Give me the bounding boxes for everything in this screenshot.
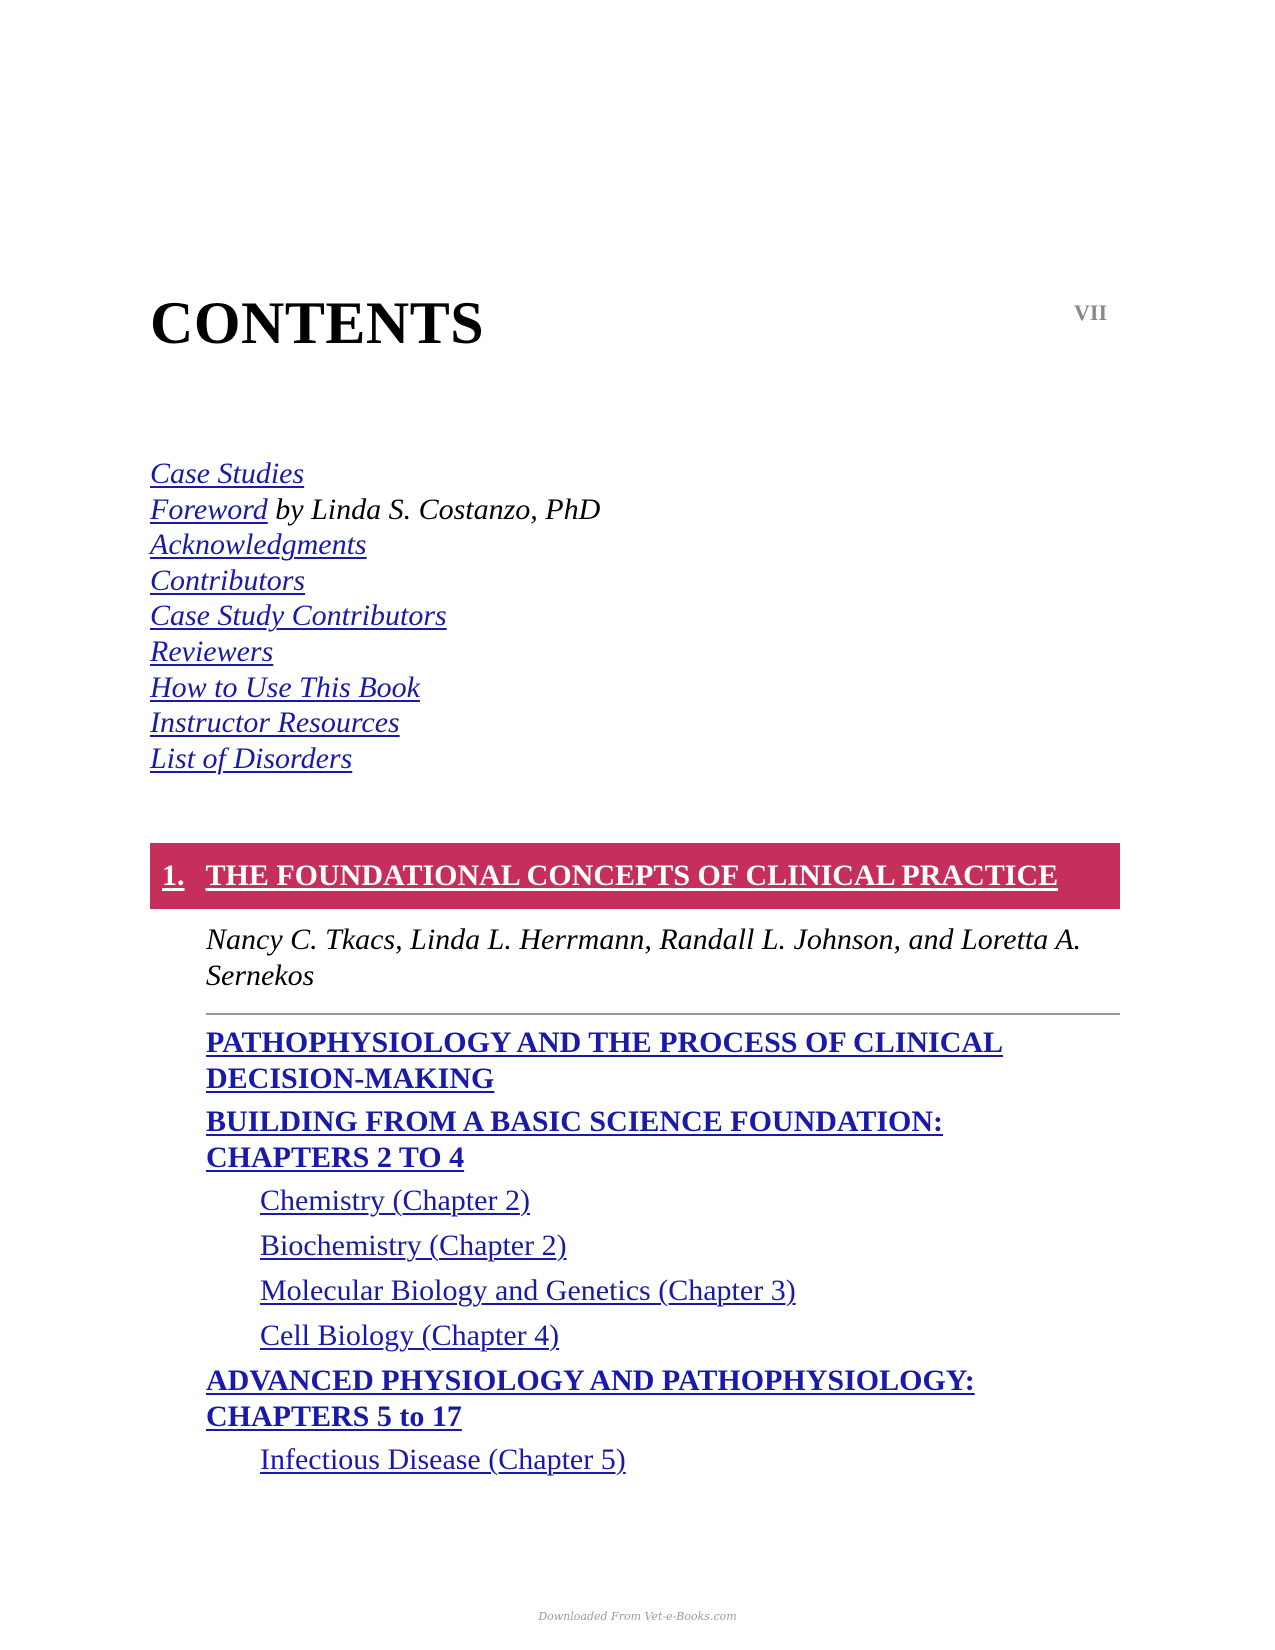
chapter-banner bbox=[150, 843, 1120, 909]
front-matter-item bbox=[150, 670, 950, 706]
chapter-authors: Nancy C. Tkacs, Linda L. Herrmann, Randall L. Johnson, and Loretta A. Sernekos bbox=[206, 923, 1082, 992]
case-study-contributors-link[interactable]: Case Study Contributors bbox=[150, 599, 447, 633]
front-matter-list bbox=[150, 456, 950, 776]
subsection-link-molecular-biology[interactable]: Molecular Biology and Genetics (Chapter 3) bbox=[260, 1274, 796, 1307]
list-of-disorders-link[interactable]: List of Disorders bbox=[150, 741, 353, 775]
contributors-link[interactable]: Contributors bbox=[150, 563, 306, 597]
front-matter-item bbox=[150, 492, 950, 528]
foreword-link[interactable]: Foreword bbox=[150, 492, 268, 526]
front-matter-item bbox=[150, 741, 950, 777]
front-matter-item bbox=[150, 598, 950, 634]
acknowledgments-link[interactable]: Acknowledgments bbox=[150, 528, 367, 562]
front-matter-item bbox=[150, 456, 950, 492]
front-matter-item bbox=[150, 634, 950, 670]
front-matter-item bbox=[150, 705, 950, 741]
front-matter-item bbox=[150, 563, 950, 599]
subsection-link-infectious-disease[interactable]: Infectious Disease (Chapter 5) bbox=[260, 1443, 626, 1476]
case-studies-link[interactable]: Case Studies bbox=[150, 457, 305, 490]
subsection-link-chemistry[interactable]: Chemistry (Chapter 2) bbox=[260, 1184, 530, 1217]
page-number: VII bbox=[1074, 300, 1108, 325]
front-matter-item bbox=[150, 527, 950, 563]
page-title: CONTENTS bbox=[150, 290, 485, 356]
section-link-advanced-physiology[interactable]: ADVANCED PHYSIOLOGY AND PATHOPHYSIOLOGY: CHAPTERS 5 to 17 bbox=[206, 1364, 975, 1433]
instructor-resources-link[interactable]: Instructor Resources bbox=[150, 706, 400, 740]
subsection-link-biochemistry[interactable]: Biochemistry (Chapter 2) bbox=[260, 1229, 567, 1262]
how-to-use-link[interactable]: How to Use This Book bbox=[150, 670, 420, 704]
watermark: Downloaded From Vet-e-Books.com bbox=[538, 1610, 737, 1623]
section-link-basic-science-foundation[interactable]: BUILDING FROM A BASIC SCIENCE FOUNDATION: CHAPTERS 2 TO 4 bbox=[206, 1105, 944, 1174]
section-link-clinical-decision-making[interactable]: PATHOPHYSIOLOGY AND THE PROCESS OF CLINICAL DECISION-MAKING bbox=[206, 1026, 1004, 1095]
reviewers-link[interactable]: Reviewers bbox=[150, 634, 274, 668]
divider bbox=[206, 1013, 1120, 1015]
chapter-number: 1. bbox=[162, 859, 185, 892]
chapter-title-link[interactable]: THE FOUNDATIONAL CONCEPTS OF CLINICAL PRACTICE bbox=[205, 859, 1059, 892]
foreword-byline: by Linda S. Costanzo, PhD bbox=[267, 492, 601, 526]
subsection-link-cell-biology[interactable]: Cell Biology (Chapter 4) bbox=[260, 1319, 560, 1352]
